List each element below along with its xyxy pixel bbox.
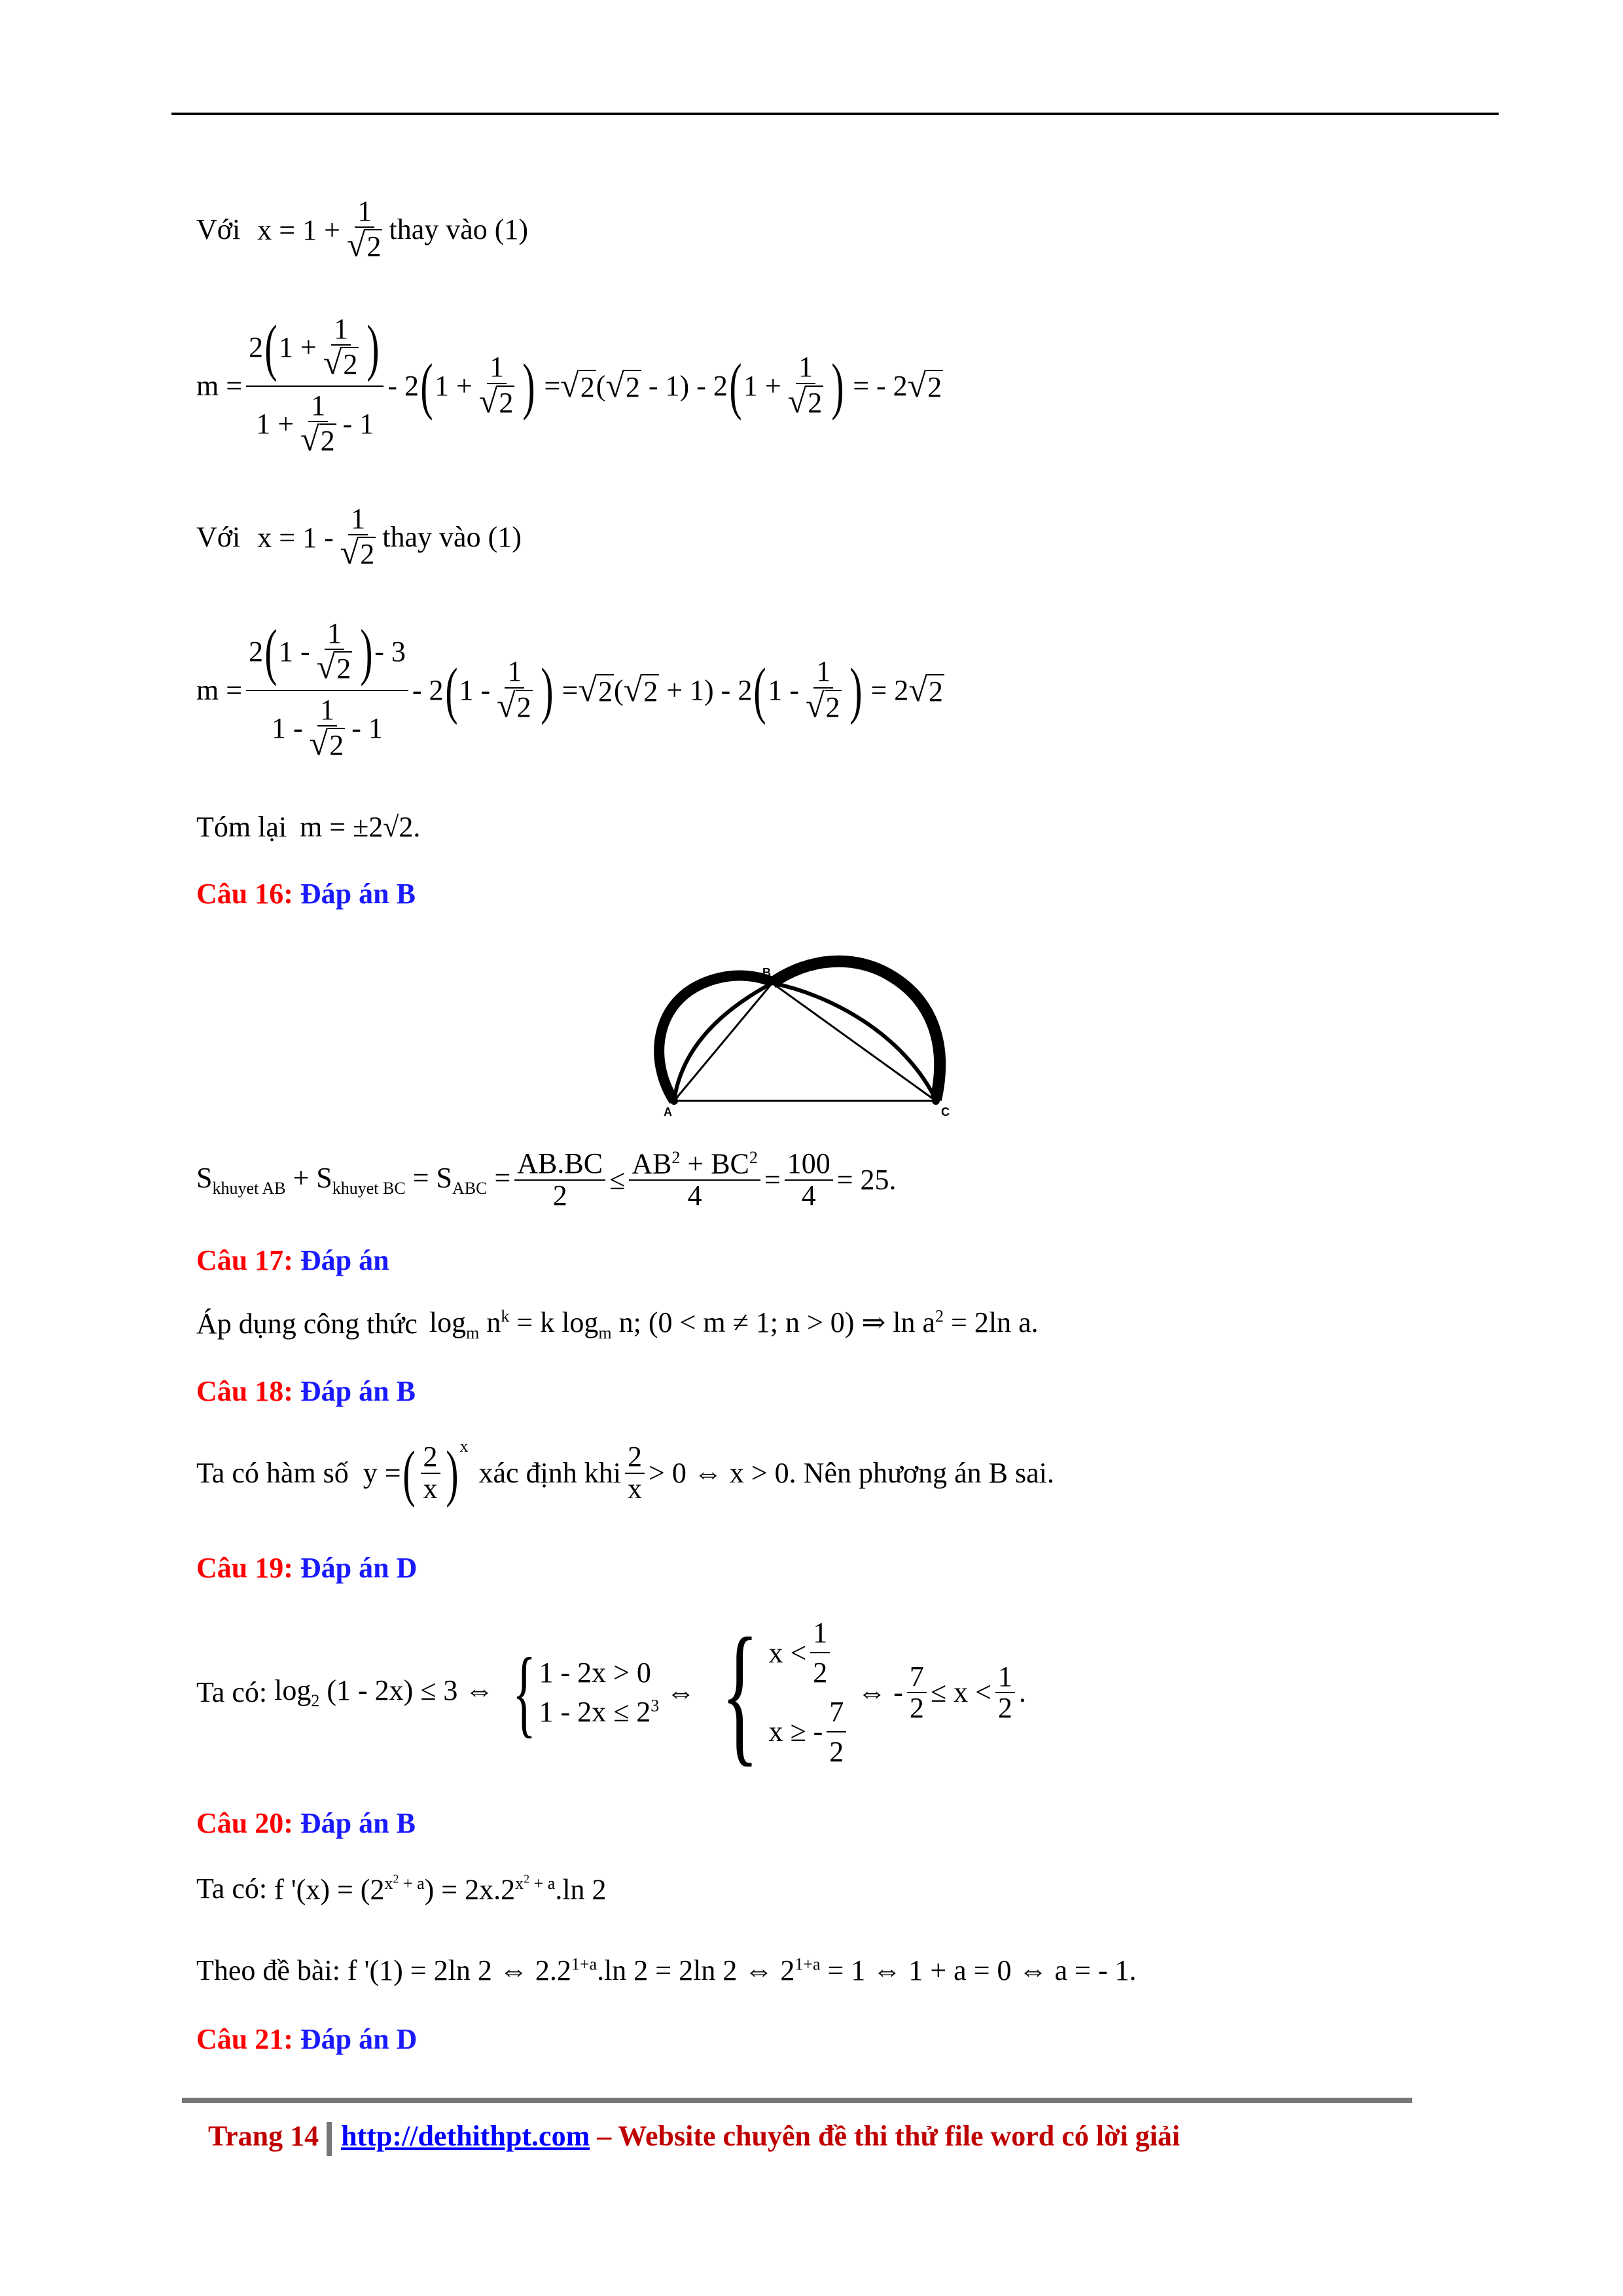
text-lead: Ta có: <box>196 1676 268 1708</box>
question-18-heading <box>196 1374 416 1408</box>
question-19-heading <box>196 1551 417 1585</box>
line-with-x-minus <box>196 504 522 571</box>
footer-rule <box>182 2098 1412 2103</box>
question-label: Câu 19: <box>196 1552 293 1584</box>
point-b-label: B <box>762 966 771 979</box>
line-tail: thay vào (1) <box>382 521 522 554</box>
footer-divider <box>327 2122 332 2156</box>
question-label: Câu 20: <box>196 1807 293 1839</box>
big-fraction: 2 ( 1 - $\frac{1}{√2}$ ) - 3 1 - $\frac{1}{√2}$ - 1 <box>246 619 408 762</box>
semicircles-figure <box>641 942 969 1119</box>
question-20-heading <box>196 1806 416 1840</box>
answer-label: Đáp án B <box>300 1807 416 1839</box>
line-tail: thay vào (1) <box>389 213 529 246</box>
fraction: $\frac{1}{√2}$ <box>346 195 382 264</box>
line-lead: Với <box>196 521 241 554</box>
fraction: $\frac{1}{√2}$ <box>340 503 375 572</box>
text-lead: Theo đề bài: <box>196 1954 340 1986</box>
x-expression: x = 1 + <box>257 213 340 246</box>
question-20-line1: Ta có: f '$(x) = (2^{x^2 + a}) = 2x.2^{x^2 + a}.\ln$ 2 <box>196 1872 607 1906</box>
summary-expr: m = ±2√2. <box>300 811 421 843</box>
point-a-label: A <box>664 1105 672 1119</box>
question-label: Câu 16: <box>196 878 293 910</box>
point-c-label: C <box>941 1105 950 1119</box>
question-label: Câu 21: <box>196 2023 293 2055</box>
question-label: Câu 18: <box>196 1375 293 1407</box>
text-mid: xác định khi <box>478 1456 622 1489</box>
x-expression: x = 1 - <box>257 521 334 554</box>
text-lead: Áp dụng công thức <box>196 1308 418 1340</box>
question-20-line2: Theo đề bài: f '(1) = 2ln 2 ⇔ $2.2^{1+a}.\ln$ 2 = 2ln 2 ⇔ $2^{1+a} = 1$ ⇔ 1 + a = 0 ⇔ a = - 1. <box>196 1954 1137 1986</box>
question-19-text: Ta có: $\log_2 (1 - 2x) \le 3$ ⇔ { 1 - 2x > 0 $1 - 2x \le 2^3$ ⇔ { x < $\frac{1}{2}$ x ≥ - $\frac{7}{2}$ ⇔ - $\frac{7}{2}$ ≤ x < $\frac{1}{2}$ . <box>196 1605 1026 1780</box>
footer-tagline: – Website chuyên đề thi thử file word có lời giải <box>597 2120 1181 2152</box>
summary-lead: Tóm lại <box>196 810 287 843</box>
answer-label: Đáp án D <box>300 2023 418 2055</box>
area-equation: $S_{khuyet AB} + S_{khuyet BC} = S_{ABC}$ = $\frac{AB.BC}{2}$ ≤ $\frac{AB^2 + BC^2}{4}$ = $\frac{100}{4}$ = 25. <box>196 1147 897 1211</box>
line-lead: Với <box>196 213 241 246</box>
equation-m-2: m = 2 ( 1 - $\frac{1}{√2}$ ) - 3 1 - $\frac{1}{√2}$ - 1 - 2 ( 1 - $\frac{1}{√2}$ ) = √2 ( √2 + 1) - 2 ( 1 - $\frac{1}{√2}$ ) = 2 √2 <box>196 616 943 762</box>
equation-m-1: m = 2 ( 1 + $\frac{1}{√2}$ ) 1 + $\frac{1}{√2}$ - 1 - 2 ( 1 + $\frac{1}{√2}$ ) = √2 ( √2 - 1) - 2 ( 1 + $\frac{1}{√2}$ ) = - 2 √2 <box>196 312 942 458</box>
question-21-heading <box>196 2022 417 2056</box>
site-link[interactable]: http://dethithpt.com <box>341 2120 590 2152</box>
page-footer <box>208 2119 1180 2156</box>
question-18-text: Ta có hàm số y = ( $\frac{2}{x}$ ) x xác định khi $\frac{2}{x}$ > 0 ⇔ x > 0 . Nên phương án B sai. <box>196 1437 1054 1508</box>
question-16-heading <box>196 877 416 910</box>
text-lead: Ta có hàm số <box>196 1456 349 1489</box>
page-number: Trang 14 <box>208 2120 319 2152</box>
answer-label: Đáp án B <box>300 1375 416 1407</box>
summary-line <box>196 810 420 844</box>
question-17-heading <box>196 1244 389 1277</box>
question-17-text: Áp dụng công thức $\log_m n^k = k$ $\log_m n$; (0 < m ≠ 1; n > 0) ⇒ $\ln a^2 = 2\ln$ a. <box>196 1306 1039 1342</box>
line-with-x-plus <box>196 196 528 264</box>
header-rule <box>171 113 1499 115</box>
big-fraction: 2 ( 1 + $\frac{1}{√2}$ ) 1 + $\frac{1}{√2}$ - 1 <box>246 314 383 458</box>
answer-label: Đáp án D <box>300 1552 418 1584</box>
question-label: Câu 17: <box>196 1244 293 1276</box>
answer-label: Đáp án B <box>300 878 416 910</box>
answer-label: Đáp án <box>300 1244 389 1276</box>
text-tail: . Nên phương án B sai. <box>789 1456 1054 1489</box>
text-lead: Ta có: <box>196 1873 268 1905</box>
